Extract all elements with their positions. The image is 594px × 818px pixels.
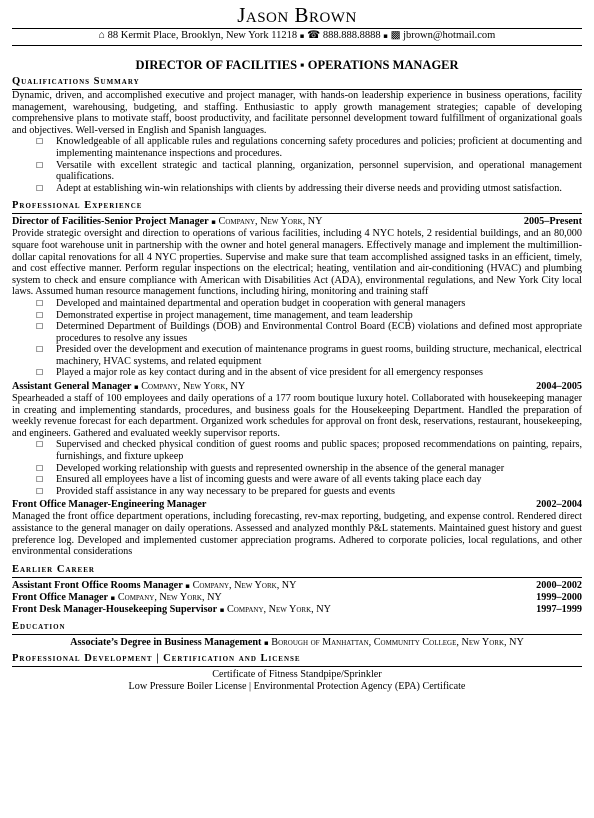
job-header xyxy=(12,216,582,228)
phone: 888.888.8888 xyxy=(322,30,381,41)
separator-square: ▪ xyxy=(133,383,139,392)
job-dates: 2004–2005 xyxy=(536,381,582,393)
section-heading-development: Professional Development | Certification and License xyxy=(12,653,582,667)
address: 88 Kermit Place, Brooklyn, New York 11218 xyxy=(107,30,298,41)
job-summary: Managed the front office department operations, including forecasting, rev-max reporting, budgeting, and expense control. Rendered direct assistance to the general manager on daily operations. Assessed and analyzed monthly P&L statements. Maintained guest history and guest preference log. Developed and implemented customer appreciation programs. Adhered to corporate policies, local regulations, and other environmental considerations xyxy=(12,511,582,558)
section-heading-experience: Professional Experience xyxy=(12,200,582,214)
certification-line: Low Pressure Boiler License | Environmental Protection Agency (EPA) Certificate xyxy=(128,680,466,692)
job-title: Front Office Manager-Engineering Manager xyxy=(12,499,207,511)
earlier-job xyxy=(12,604,582,616)
job-title: Front Desk Manager-Housekeeping Supervisor xyxy=(12,603,218,615)
list-item: ☐ Developed working relationship with guests and represented ownership in the absence of the general manager xyxy=(56,463,582,475)
earlier-job xyxy=(12,592,582,604)
separator-square: ▪ xyxy=(219,605,225,614)
separator-square: ▪ xyxy=(185,581,191,590)
job-title: Director of Facilities-Senior Project Manager xyxy=(12,216,209,228)
list-item: ☐ Ensured all employees have a list of incoming guests and were aware of all events taking place each day xyxy=(56,474,582,486)
job-company: Company, New York, NY xyxy=(117,591,222,603)
job-company: Company, New York, NY xyxy=(192,579,297,591)
email[interactable]: jbrown@hotmail.com xyxy=(403,30,496,41)
degree: Associate’s Degree in Business Management xyxy=(70,636,262,648)
separator-square: ▪ xyxy=(383,32,388,40)
contact-rule xyxy=(12,45,582,46)
job-summary: Spearheaded a staff of 100 employees and daily operations of a 177 room boutique luxury hotel. Collaborated with housekeeping manager in creating and implementing standards, procedures, and business goals for the Housekeeping Department. Handled the preparation of weekly revenue forecast for each department. Organized work schedules for approval on front desk, reservations, restaurant, housekeeping, and engineers. Gathered and evaluated weekly supervisor reports. xyxy=(12,393,582,439)
list-item: ☐ Determined Department of Buildings (DOB) and Environmental Control Board (ECB) violations and defined most appropriate procedures to resolve any issues xyxy=(56,321,582,344)
job-dates: 2002–2004 xyxy=(536,499,582,511)
job-title: Assistant General Manager xyxy=(12,381,132,393)
list-item: ☐ Presided over the development and execution of maintenance programs in guest rooms, building structure, mechanical, electrical machinery, HVAC systems, and related equipment xyxy=(56,344,582,367)
job-summary: Provide strategic oversight and direction to operations of various facilities, including 4 NYC hotels, 2 residential buildings, and an 80,000 square foot warehouse unit in partnership with the owner and hotel general managers. Effectively manage and implement the multimillion-dollar capital renovations for all 4 NYC properties. Supervise and make sure that team accomplished assigned tasks in an efficient, timely, and cost effective manner. Perform regular inspections on the electrical; heating, ventilation and air-conditioning (HVAC) and plumbing system to check and ensure compliance with American with Disabilities Act (ADA), environmental regulations, and New York City local laws. Assumed human resource management functions, including hiring, monitoring and training staff xyxy=(12,228,582,298)
job-dates: 1999–2000 xyxy=(536,591,582,603)
separator-square: ▪ xyxy=(299,32,305,40)
list-item: ☐ Versatile with excellent strategic and tactical planning, organization, personnel supervision, and operational management qualifications. xyxy=(56,160,582,183)
job-title: Front Office Manager xyxy=(12,591,108,603)
list-item: ☐ Developed and maintained departmental and operation budget in cooperation with general managers xyxy=(56,298,582,310)
phone-icon: ☎ xyxy=(307,30,321,41)
contact-line xyxy=(12,29,582,43)
job-bullets xyxy=(12,298,582,379)
list-item: ☐ Knowledgeable of all applicable rules and regulations concerning safety procedures and policies; proficient at documenting and implementing maintenance inspections and procedures. xyxy=(56,136,582,159)
job-header xyxy=(12,499,582,511)
separator-square: ▪ xyxy=(263,638,269,647)
job-dates: 1997–1999 xyxy=(536,603,582,615)
section-heading-qualifications: Qualifications Summary xyxy=(12,76,582,90)
job-company: Company, New York, NY xyxy=(218,216,323,228)
education-entry xyxy=(12,637,582,650)
job-company: Company, New York, NY xyxy=(141,381,246,393)
list-item: ☐ Demonstrated expertise in project management, time management, and team leadership xyxy=(56,310,582,322)
separator-square: ▪ xyxy=(211,218,216,227)
job-dates: 2000–2002 xyxy=(536,579,582,591)
qualifications-summary: Dynamic, driven, and accomplished executive and project manager, with hands-on leadership experience in business operations, facility management, warehousing, budgeting, and staffing. Enthusiastic to apply growth management strategies; capable of developing comprehensive plans to motivate staff, boost productivity, and facilitate personnel development toward fulfillment of organizational goals and objectives. Well-versed in English and Spanish languages. xyxy=(12,90,582,136)
list-item: ☐ Provided staff assistance in any way necessary to be prepared for guests and events xyxy=(56,486,582,498)
section-heading-education: Education xyxy=(12,621,582,635)
school: Borough of Manhattan, Community College, New York, NY xyxy=(271,636,524,648)
home-icon: ⌂ xyxy=(98,30,105,41)
job-bullets xyxy=(12,439,582,497)
resume-page xyxy=(12,0,582,693)
earlier-job xyxy=(12,580,582,592)
list-item: ☐ Adept at establishing win-win relationships with clients by addressing their diverse needs and providing utmost satisfaction. xyxy=(56,183,582,195)
list-item: ☐ Played a major role as key contact during and in the absent of vice president for all emergency responses xyxy=(56,367,582,379)
job-header xyxy=(12,381,582,393)
candidate-name: Jason Brown xyxy=(237,3,357,27)
section-heading-earlier-career: Earlier Career xyxy=(12,564,582,578)
email-icon: ▩ xyxy=(390,30,401,41)
certification-line: Certificate of Fitness Standpipe/Sprinkler xyxy=(212,669,382,681)
list-item: ☐ Supervised and checked physical condition of guest rooms and public spaces; proposed recommendations on painting, repairs, furnishings, and fixture upkeep xyxy=(56,439,582,462)
separator-square: ▪ xyxy=(110,593,116,602)
job-dates: 2005–Present xyxy=(523,216,582,228)
job-title: Assistant Front Office Rooms Manager xyxy=(12,579,183,591)
qualifications-bullets xyxy=(12,136,582,194)
target-title: DIRECTOR OF FACILITIES ▪ OPERATIONS MANAGER xyxy=(135,58,459,72)
job-company: Company, New York, NY xyxy=(227,603,331,615)
